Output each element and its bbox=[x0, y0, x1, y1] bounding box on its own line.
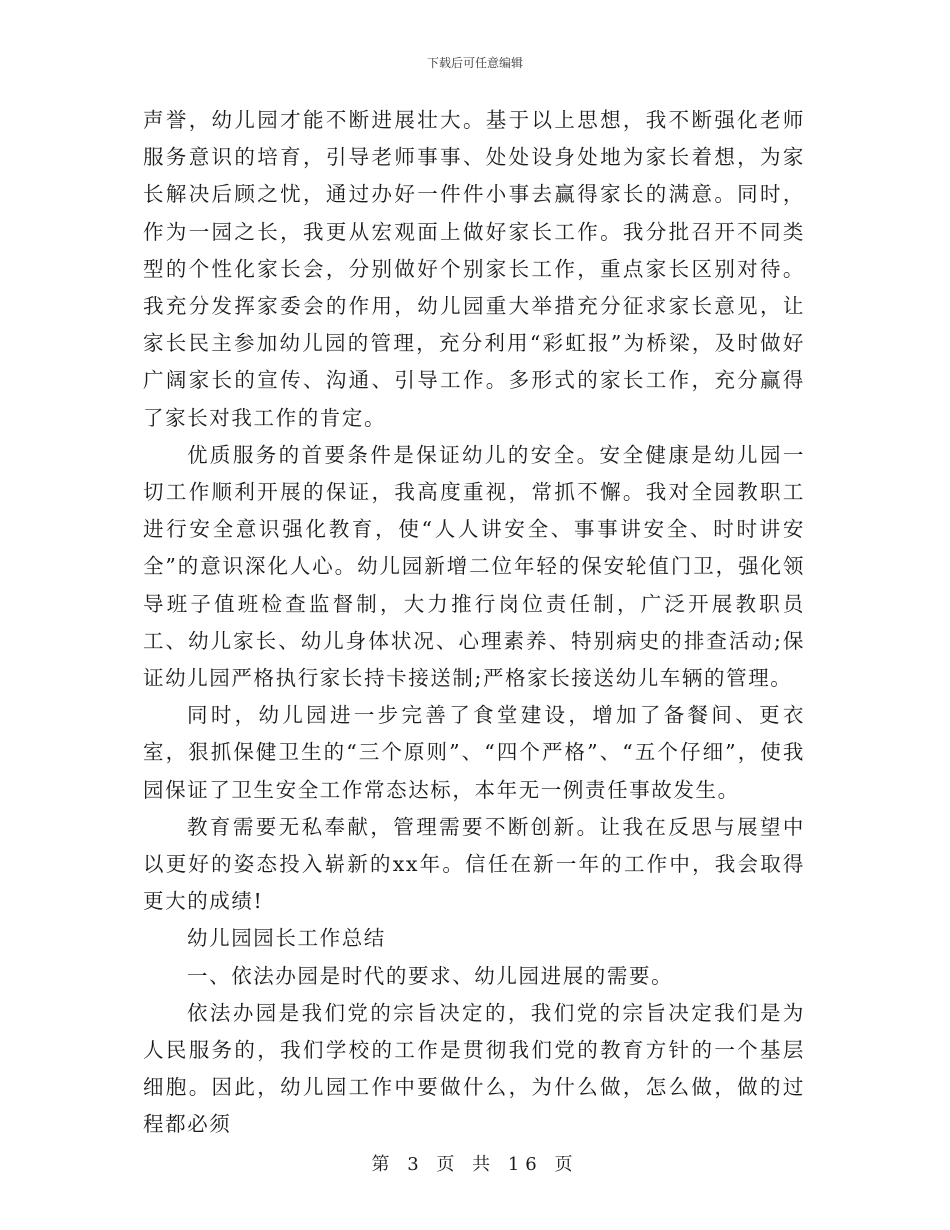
paragraph-continuation: 声誉，幼儿园才能不断进展壮大。基于以上思想，我不断强化老师服务意识的培育，引导老师事事、处处设身处地为家长着想，为家长解决后顾之忧，通过办好一件件小事去赢得家长的满意。同时，作为一园之长，我更从宏观面上做好家长工作。我分批召开不同类型的个性化家长会，分别做好个别家长工作，重点家长区别对待。我充分发挥家委会的作用，幼儿园重大举措充分征求家长意见，让家长民主参加幼儿园的管理，充分利用“彩虹报”为桥梁，及时做好广阔家长的宣传、沟通、引导工作。多形式的家长工作，充分赢得了家长对我工作的肯定。 bbox=[143, 108, 805, 430]
page-header: 下载后可任意编辑 bbox=[426, 56, 523, 70]
paragraph-law: 依法办园是我们党的宗旨决定的，我们党的宗旨决定我们是为人民服务的，我们学校的工作是贯彻我们党的教育方针的一个基层细胞。因此，幼儿园工作中要做什么，为什么做，怎么做，做的过程都必须 bbox=[143, 1000, 805, 1137]
page-number: 第 3 页 共 16 页 bbox=[371, 1154, 579, 1175]
paragraph-canteen: 同时，幼儿园进一步完善了食堂建设，增加了备餐间、更衣室，狠抓保健卫生的“三个原则”、“四个严格”、“五个仔细”，使我园保证了卫生安全工作常态达标，本年无一例责任事故发生。 bbox=[143, 703, 805, 802]
section-heading-1: 一、依法办园是时代的要求、幼儿园进展的需要。 bbox=[187, 963, 674, 988]
paragraph-safety: 优质服务的首要条件是保证幼儿的安全。安全健康是幼儿园一切工作顺利开展的保证，我高度重视，常抓不懈。我对全园教职工进行安全意识强化教育，使“人人讲安全、事事讲安全、时时讲安全”的意识深化人心。幼儿园新增二位年轻的保安轮值门卫，强化领导班子值班检查监督制，大力推行岗位责任制，广泛开展教职员工、幼儿家长、幼儿身体状况、心理素养、特别病史的排查活动;保证幼儿园严格执行家长持卡接送制;严格家长接送幼儿车辆的管理。 bbox=[143, 442, 805, 691]
document-body bbox=[143, 102, 805, 1144]
section-title: 幼儿园园长工作总结 bbox=[187, 926, 386, 951]
paragraph-conclusion: 教育需要无私奉献，管理需要不断创新。让我在反思与展望中以更好的姿态投入崭新的xx年。信任在新一年的工作中，我会取得更大的成绩! bbox=[143, 814, 805, 914]
